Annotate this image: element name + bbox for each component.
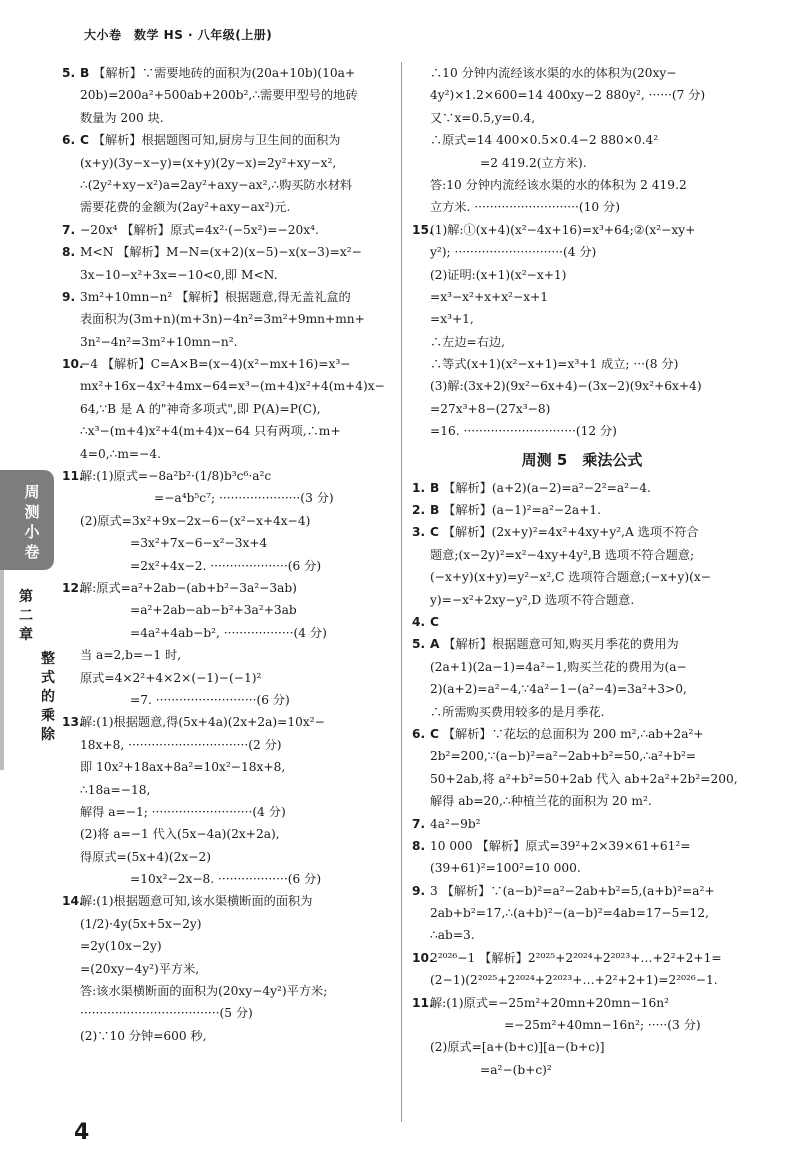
text-line <box>62 958 392 980</box>
text-line <box>62 331 392 353</box>
text-line <box>412 241 752 263</box>
text-line <box>412 880 752 902</box>
line-text: 当 a=2,b=−1 时, <box>80 648 182 663</box>
line-text: 解:(1)原式=−8a²b²·(1/8)b³c⁶·a²c <box>80 469 272 484</box>
line-text: 解:(1)原式=−25m²+20mn+20mn−16n² <box>430 995 670 1010</box>
chapter-label: 第二章 <box>19 589 33 643</box>
question-number: 6. <box>62 133 76 148</box>
text-line <box>412 129 752 151</box>
line-text: (2)证明:(x+1)(x²−x+1) <box>430 267 567 282</box>
line-text: ∴左边=右边, <box>430 334 506 349</box>
line-text: ∴原式=14 400×0.5×0.4−2 880×0.4² <box>430 133 659 148</box>
text-line <box>62 510 392 532</box>
text-line <box>62 465 392 487</box>
line-text: 【解析】∵需要地砖的面积为(20a+10b)(10a+ <box>89 66 356 80</box>
text-line <box>62 1025 392 1047</box>
line-text: =(20xy−4y²)平方米, <box>80 961 200 976</box>
question-number: 14. <box>62 894 84 909</box>
answer-letter: B <box>430 480 440 495</box>
line-text: 20b)=200a²+500ab+200b²,∴需要甲型号的地砖 <box>80 88 358 103</box>
line-text: ∴(2y²+xy−x²)a=2ay²+axy−ax²,∴购买防水材料 <box>80 177 353 192</box>
text-line <box>412 835 752 857</box>
line-text: 需要花费的金额为(2ay²+axy−ax²)元. <box>80 200 291 215</box>
line-text: 答:该水渠横断面的面积为(20xy−4y²)平方米; <box>80 984 328 999</box>
question-number: 6. <box>412 726 426 741</box>
text-line <box>412 62 752 84</box>
line-text: 【解析】根据题图可知,厨房与卫生间的面积为 <box>88 133 341 148</box>
line-text: ∴10 分钟内流经该水渠的水的体积为(20xy− <box>430 66 677 80</box>
text-line <box>412 499 752 521</box>
line-text: M<N 【解析】M−N=(x+2)(x−5)−x(x−3)=x²− <box>80 245 362 260</box>
line-text: (1)解:①(x+4)(x²−4x+16)=x³+64;②(x²−xy+ <box>430 222 696 237</box>
answer-letter: C <box>430 726 439 741</box>
right-top-block <box>412 62 752 443</box>
line-text: (x+y)(3y−x−y)=(x+y)(2y−x)=2y²+xy−x², <box>80 155 337 170</box>
header: 大小卷 数学 HS · 八年级(上册) <box>84 28 273 42</box>
text-line <box>412 723 752 745</box>
text-line <box>62 689 392 711</box>
line-text: 3n²−4n²=3m²+10mn−n². <box>80 334 238 349</box>
question-number: 12. <box>62 580 84 595</box>
line-text: =x³+1, <box>430 312 474 327</box>
text-line <box>62 107 392 129</box>
text-line <box>412 790 752 812</box>
text-line <box>412 477 752 499</box>
question-number: 15. <box>412 222 434 237</box>
text-line <box>412 902 752 924</box>
line-text: 解:(1)根据题意可知,该水渠横断面的面积为 <box>80 894 313 909</box>
answer-letter: C <box>430 525 439 540</box>
line-text: 【解析】(a+2)(a−2)=a²−2²=a²−4. <box>439 480 651 495</box>
line-text: (3)解:(3x+2)(9x²−6x+4)−(3x−2)(9x²+6x+4) <box>430 379 702 394</box>
line-text: (39+61)²=100²=10 000. <box>430 861 581 876</box>
text-line <box>412 566 752 588</box>
text-line <box>412 611 752 633</box>
text-line <box>412 1014 752 1036</box>
text-line <box>62 219 392 241</box>
text-line <box>62 84 392 106</box>
line-text: ∴x³−(m+4)x²+4(m+4)x−64 只有两项,∴m+ <box>80 424 341 439</box>
question-number: 7. <box>412 816 426 831</box>
text-line <box>62 667 392 689</box>
line-text: =7. ··························(6 分) <box>130 692 290 707</box>
line-text: ∴等式(x+1)(x²−x+1)=x³+1 成立; ···(8 分) <box>430 357 679 372</box>
line-text: (−x+y)(x+y)=y²−x²,C 选项符合题意;(−x+y)(x− <box>430 570 711 585</box>
text-line <box>62 846 392 868</box>
text-line <box>412 656 752 678</box>
line-text: −20x⁴ 【解析】原式=4x²·(−5x²)=−20x⁴. <box>80 222 319 237</box>
line-text: =−a⁴b⁵c⁷; ·····················(3 分) <box>154 491 334 506</box>
text-line <box>62 823 392 845</box>
text-line <box>62 264 392 286</box>
line-text: y²); ····························(4 分) <box>430 245 597 260</box>
left-column <box>62 62 392 1047</box>
text-line <box>412 768 752 790</box>
text-line <box>412 701 752 723</box>
line-text: =27x³+8−(27x³−8) <box>430 401 551 416</box>
line-text: (2)将 a=−1 代入(5x−4a)(2x+2a), <box>80 827 280 842</box>
text-line <box>62 599 392 621</box>
text-line <box>412 813 752 835</box>
text-line <box>62 913 392 935</box>
text-line <box>62 375 392 397</box>
right-column <box>412 62 752 1081</box>
question-number: 10. <box>412 950 434 965</box>
text-line <box>62 174 392 196</box>
line-text: 【解析】根据题意可知,购买月季花的费用为 <box>439 637 679 652</box>
line-text: 18x+8, ·······························(2 分) <box>80 737 282 752</box>
line-text: 解:原式=a²+2ab−(ab+b²−3a²−3ab) <box>80 580 297 595</box>
text-line <box>62 443 392 465</box>
question-number: 9. <box>412 883 426 898</box>
line-text: 数量为 200 块. <box>80 110 164 125</box>
text-line <box>412 745 752 767</box>
line-text: =2y(10x−2y) <box>80 939 162 954</box>
text-line <box>62 555 392 577</box>
line-text: 得原式=(5x+4)(2x−2) <box>80 849 211 864</box>
text-line <box>412 1036 752 1058</box>
text-line <box>62 308 392 330</box>
text-line <box>62 286 392 308</box>
line-text: 又∵x=0.5,y=0.4, <box>430 110 536 125</box>
text-line <box>62 129 392 151</box>
answer-letter: C <box>80 133 89 148</box>
column-divider <box>401 62 402 1122</box>
text-line <box>412 219 752 241</box>
answer-letter: A <box>430 637 440 652</box>
line-text: 原式=4×2²+4×2×(−1)−(−1)² <box>80 670 262 685</box>
text-line <box>62 644 392 666</box>
line-text: ∴18a=−18, <box>80 782 151 797</box>
text-line <box>62 1002 392 1024</box>
line-text: 解得 ab=20,∴种植兰花的面积为 20 m². <box>430 794 652 809</box>
line-text: 立方米. ···························(10 分) <box>430 200 620 215</box>
text-line <box>412 544 752 566</box>
line-text: 2)(a+2)=a²−4,∵4a²−1−(a²−4)=3a²+3>0, <box>430 682 687 697</box>
line-text: =16. ·····························(12 分) <box>430 424 617 439</box>
line-text: (2)原式=3x²+9x−2x−6−(x²−x+4x−4) <box>80 513 311 528</box>
text-line <box>62 152 392 174</box>
text-line <box>412 992 752 1014</box>
question-number: 3. <box>412 525 426 540</box>
line-text: (1/2)·4y(5x+5x−2y) <box>80 916 202 931</box>
line-text: 【解析】(a−1)²=a²−2a+1. <box>439 503 601 518</box>
text-line <box>62 62 392 84</box>
line-text: −4 【解析】C=A×B=(x−4)(x²−mx+16)=x³− <box>80 357 351 372</box>
text-line <box>412 84 752 106</box>
answer-letter: B <box>430 503 440 518</box>
text-line <box>62 779 392 801</box>
line-text: =−25m²+40mn−16n²; ·····(3 分) <box>504 1018 701 1033</box>
chapter-title: 整式的乘除 <box>41 651 55 743</box>
text-line <box>412 969 752 991</box>
text-line <box>62 622 392 644</box>
text-line <box>62 801 392 823</box>
text-line <box>62 353 392 375</box>
line-text: =a²+2ab−ab−b²+3a²+3ab <box>130 603 297 618</box>
text-line <box>412 521 752 543</box>
question-number: 11. <box>62 469 84 484</box>
line-text: =a²−(b+c)² <box>480 1062 552 1077</box>
line-text: 4=0,∴m=−4. <box>80 446 161 461</box>
text-line <box>412 1059 752 1081</box>
text-line <box>62 577 392 599</box>
text-line <box>412 286 752 308</box>
text-line <box>412 924 752 946</box>
text-line <box>412 947 752 969</box>
text-line <box>62 487 392 509</box>
question-number: 7. <box>62 222 76 237</box>
line-text: 解得 a=−1; ··························(4 分) <box>80 804 286 819</box>
text-line <box>62 196 392 218</box>
line-text: =2 419.2(立方米). <box>480 155 587 170</box>
line-text: 【解析】∵花坛的总面积为 200 m²,∴ab+2a²+ <box>438 726 704 741</box>
line-text: 4a²−9b² <box>430 816 481 831</box>
line-text: (2a+1)(2a−1)=4a²−1,购买兰花的费用为(a− <box>430 659 687 674</box>
line-text: ∴所需购买费用较多的是月季花. <box>430 704 605 719</box>
question-number: 10. <box>62 357 84 372</box>
text-line <box>412 353 752 375</box>
line-text: (2)∵10 分钟=600 秒, <box>80 1028 207 1043</box>
text-line <box>412 633 752 655</box>
line-text: 即 10x²+18ax+8a²=10x²−18x+8, <box>80 760 286 775</box>
line-text: (2)原式=[a+(b+c)][a−(b+c)] <box>430 1040 605 1055</box>
page-number: 4 <box>74 1120 90 1145</box>
line-text: 2ab+b²=17,∴(a+b)²−(a−b)²=4ab=17−5=12, <box>430 906 709 921</box>
line-text: 2b²=200,∵(a−b)²=a²−2ab+b²=50,∴a²+b²= <box>430 749 697 764</box>
line-text: 10 000 【解析】原式=39²+2×39×61+61²= <box>430 838 691 853</box>
text-line <box>412 152 752 174</box>
text-line <box>62 890 392 912</box>
question-number: 4. <box>412 614 426 629</box>
line-text: y)=−x²+2xy−y²,D 选项不符合题意. <box>430 592 635 607</box>
line-text: 64,∵B 是 A 的"神奇多项式",即 P(A)=P(C), <box>80 401 321 416</box>
question-number: 8. <box>412 838 426 853</box>
line-text: 解:(1)根据题意,得(5x+4a)(2x+2a)=10x²− <box>80 715 325 730</box>
text-line <box>62 935 392 957</box>
question-number: 8. <box>62 245 76 260</box>
line-text: =4a²+4ab−b², ··················(4 分) <box>130 625 327 640</box>
line-text: 表面积为(3m+n)(m+3n)−4n²=3m²+9mn+mn+ <box>80 312 365 327</box>
question-number: 2. <box>412 503 426 518</box>
line-text: 50+2ab,将 a²+b²=50+2ab 代入 ab+2a²+2b²=200, <box>430 771 738 786</box>
text-line <box>62 420 392 442</box>
text-line <box>62 532 392 554</box>
line-text: =3x²+7x−6−x²−3x+4 <box>130 536 268 551</box>
line-text: 4y²)×1.2×600=14 400xy−2 880y², ······(7 分) <box>430 88 706 103</box>
line-text: 3m²+10mn−n² 【解析】根据题意,得无盖礼盒的 <box>80 289 351 304</box>
line-text: 题意;(x−2y)²=x²−4xy+4y²,B 选项不符合题意; <box>430 547 695 562</box>
answer-letter: C <box>430 614 439 629</box>
line-text: 答:10 分钟内流经该水渠的水的体积为 2 419.2 <box>430 177 687 192</box>
line-text: 3x−10−x²+3x=−10<0,即 M<N. <box>80 267 278 282</box>
line-text: 【解析】(2x+y)²=4x²+4xy+y²,A 选项不符合 <box>438 525 699 540</box>
text-line <box>412 375 752 397</box>
line-text: 2²⁰²⁶−1 【解析】2²⁰²⁵+2²⁰²⁴+2²⁰²³+…+2²+2+1= <box>430 950 722 965</box>
question-number: 5. <box>412 637 426 652</box>
text-line <box>62 398 392 420</box>
question-number: 1. <box>412 480 426 495</box>
text-line <box>62 756 392 778</box>
tab-label: 周测小卷 <box>24 483 40 561</box>
side-bar <box>0 570 4 770</box>
question-number: 9. <box>62 289 76 304</box>
answer-letter: B <box>80 66 90 80</box>
text-line <box>412 196 752 218</box>
text-line <box>412 678 752 700</box>
text-line <box>412 308 752 330</box>
line-text: 3 【解析】∵(a−b)²=a²−2ab+b²=5,(a+b)²=a²+ <box>430 883 715 898</box>
line-text: ∴ab=3. <box>430 928 475 943</box>
text-line <box>62 980 392 1002</box>
text-line <box>412 264 752 286</box>
line-text: =2x²+4x−2. ····················(6 分) <box>130 558 322 573</box>
line-text: mx²+16x−4x²+4mx−64=x³−(m+4)x²+4(m+4)x− <box>80 379 385 394</box>
text-line <box>412 398 752 420</box>
text-line <box>62 734 392 756</box>
section-title: 周测 5 乘法公式 <box>521 450 643 469</box>
text-line <box>412 589 752 611</box>
text-line <box>62 241 392 263</box>
right-bottom-block <box>412 477 752 1082</box>
text-line <box>412 174 752 196</box>
text-line <box>412 857 752 879</box>
question-number: 11. <box>412 995 434 1010</box>
line-text: =10x²−2x−8. ··················(6 分) <box>130 872 322 887</box>
question-number: 13. <box>62 715 84 730</box>
text-line <box>412 331 752 353</box>
text-line <box>412 420 752 442</box>
text-line <box>412 107 752 129</box>
question-number: 5. <box>62 66 76 80</box>
text-line <box>62 868 392 890</box>
text-line <box>62 711 392 733</box>
line-text: ····································(5 分) <box>80 1006 253 1021</box>
line-text: (2−1)(2²⁰²⁵+2²⁰²⁴+2²⁰²³+…+2²+2+1)=2²⁰²⁶−1. <box>430 973 718 988</box>
line-text: =x³−x²+x+x²−x+1 <box>430 289 549 304</box>
